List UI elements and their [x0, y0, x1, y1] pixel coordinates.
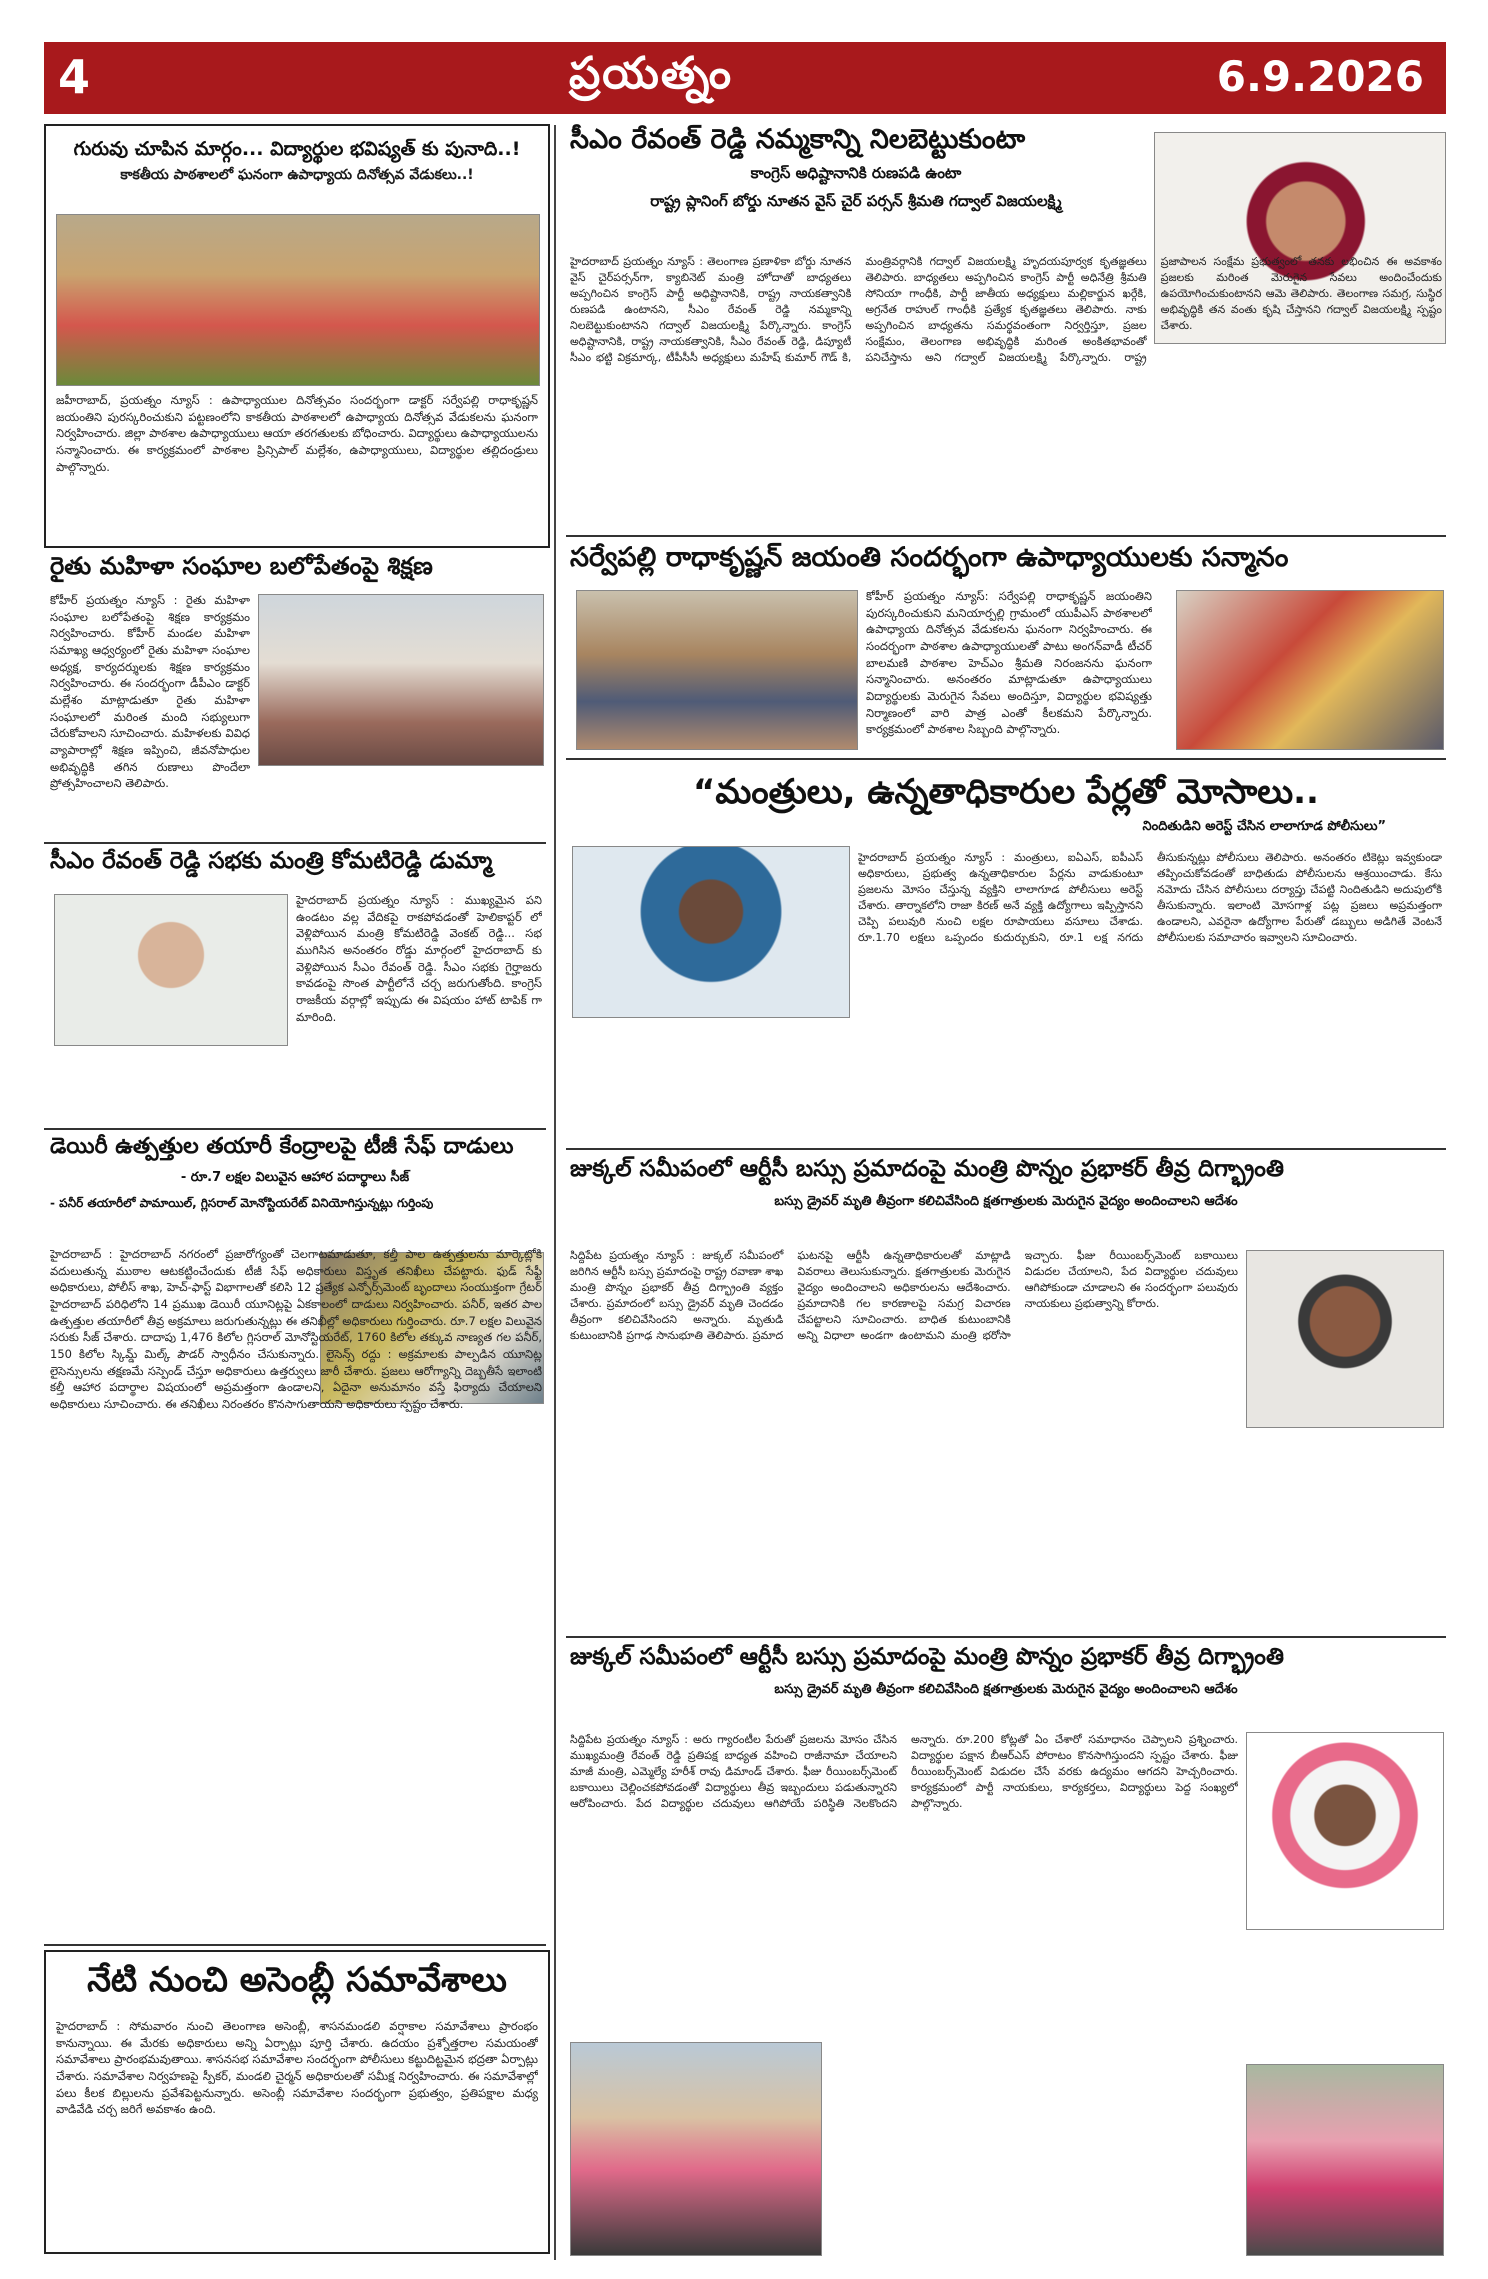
- subheadline-gratitude: కాంగ్రెస్ అధిష్టానానికి రుణపడి ఉంటా: [750, 164, 962, 183]
- school-photo: [576, 590, 858, 750]
- article-body: హైదరాబాద్ ప్రయత్నం న్యూస్ : తెలంగాణ ప్రణాళికా బోర్డు నూతన వైస్ చైర్‌పర్సన్‌గా, క్యాబినెట్ మంత్రి హోదాతో బాధ్యతలు అప్పగించిన కాంగ్రెస్ పార్టీ అధిష్టానానికి, రాష్ట్ర నాయకత్వానికి రుణపడి ఉంటానని, సీఎం రేవంత్ రెడ్డి నమ్మకాన్ని నిలబెట్టుకుంటానని గద్వాల్ విజయలక్ష్మి పేర్కొన్నారు. కాంగ్రెస్ అధిష్టానానికి, రాష్ట్ర నాయకత్వానికి, సీఎం రేవంత్ రెడ్డి, డిప్యూటీ సీఎం భట్టి విక్రమార్క, టీపీసీసీ అధ్యక్షులు మహేష్ కుమార్ గౌడ్ కి, మంత్రివర్గానికి గద్వాల్ విజయలక్ష్మి హృదయపూర్వక కృతజ్ఞతలు తెలిపారు. బాధ్యతలు అప్పగించిన కాంగ్రెస్ పార్టీ అధినేత్రి శ్రీమతి సోనియా గాంధీకి, పార్టీ జాతీయ అధ్యక్షులు మల్లికార్జున ఖర్గేకి, అగ్రనేత రాహుల్ గాంధీకి ప్రత్యేక కృతజ్ఞతలు తెలిపారు. నాకు అప్పగించిన బాధ్యతను సమర్థవంతంగా నిర్వర్తిస్తూ, ప్రజల సంక్షేమం, తెలంగాణ అభివృద్ధికి మరింత అంకితభావంతో పనిచేస్తాను అని గద్వాల్ విజయలక్ష్మి పేర్కొన్నారు. రాష్ట్ర ప్రజాపాలన సంక్షేమ ప్రభుత్వంలో తనకు లభించిన ఈ అవకాశం ప్రజలకు మరింత మెరుగైన సేవలు అందించేందుకు ఉపయోగించుకుంటానని ఆమె తెలిపారు. తెలంగాణ సమగ్ర, సుస్థిర అభివృద్ధికి తన వంతు కృషి చేస్తానని గద్వాల్ విజయలక్ష్మి స్పష్టం చేశారు.: [570, 255, 1442, 364]
- article-body: సిద్దిపేట ప్రయత్నం న్యూస్ : జుక్కల్ సమీపంలో జరిగిన ఆర్టీసీ బస్సు ప్రమాదంపై రాష్ట్ర రవాణా శాఖ మంత్రి పొన్నం ప్రభాకర్ తీవ్ర దిగ్భ్రాంతి వ్యక్తం చేశారు. ప్రమాదంలో బస్సు డ్రైవర్ మృతి చెందడం తీవ్రంగా కలిచివేసిందని అన్నారు. మృతుడి కుటుంబానికి ప్రగాఢ సానుభూతి తెలిపారు. ప్రమాద ఘటనపై ఆర్టీసీ ఉన్నతాధికారులతో మాట్లాడి వివరాలు తెలుసుకున్నారు. క్షతగాత్రులకు మెరుగైన వైద్యం అందించాలని అధికారులను ఆదేశించారు. ప్రమాదానికి గల కారణాలపై సమగ్ర విచారణ చేపట్టాలని సూచించారు. బాధిత కుటుంబానికి అన్ని విధాలా అండగా ఉంటామని మంత్రి భరోసా ఇచ్చారు. ఫీజు రీయింబర్స్‌మెంట్ బకాయిలు విడుదల చేయాలని, పేద విద్యార్థుల చదువులు ఆగిపోకుండా చూడాలని ఈ సందర్భంగా పలువురు నాయకులు ప్రభుత్వాన్ని కోరారు.: [570, 1249, 1238, 1342]
- article-body-continued: [830, 2042, 1238, 2252]
- divider: [566, 1636, 1446, 1638]
- subheadline-appointment: రాష్ట్ర ప్లానింగ్ బోర్డు నూతన వైస్ చైర్ పర్సన్ శ్రీమతి గద్వాల్ విజయలక్ష్మి: [650, 192, 1062, 211]
- article-teachers-day-kakatiya: [44, 124, 550, 548]
- group-photo: [56, 214, 540, 386]
- divider: [44, 1128, 546, 1130]
- article-teachers-felicitation: [566, 542, 1446, 754]
- divider: [566, 1148, 1446, 1150]
- issue-date: 6.9.2026: [1216, 52, 1424, 101]
- article-harish-rao-fee-reimbursement: [566, 1644, 1446, 2260]
- article-dairy-raids: [44, 1134, 546, 1946]
- article-women-farmers-training: [44, 552, 546, 842]
- article-komatireddy-absence: [44, 848, 546, 1130]
- headline: సీఎం రేవంత్ రెడ్డి నమ్మకాన్ని నిలబెట్టుకుంటా: [570, 124, 1026, 155]
- page-number: 4: [58, 50, 91, 104]
- divider: [566, 535, 1446, 537]
- column-divider: [554, 125, 556, 2260]
- article-assembly-sessions: [44, 1950, 550, 2254]
- headline: జుక్కల్ సమీపంలో ఆర్టీసీ బస్సు ప్రమాదంపై మంత్రి పొన్నం ప్రభాకర్ తీవ్ర దిగ్భ్రాంతి: [570, 1644, 1284, 1670]
- headline: నేటి నుంచి అసెంబ్లీ సమావేశాలు: [87, 1960, 507, 2000]
- article-body: జహీరాబాద్, ప్రయత్నం న్యూస్ : ఉపాధ్యాయుల దినోత్సవం సందర్భంగా డాక్టర్ సర్వేపల్లి రాధాకృష్ణన్ జయంతిని పురస్కరించుకుని పట్టణంలోని కాకతీయ పాఠశాలలో ఉపాధ్యాయ దినోత్సవ వేడుకలను ఘనంగా నిర్వహించారు. జిల్లా పాఠశాల ఉపాధ్యాయులు ఆయా తరగతులకు బోధించారు. విద్యార్థులు ఉపాధ్యాయులను సన్మానించారు. ఈ కార్యక్రమంలో పాఠశాల ప్రిన్సిపాల్ మల్లేశం, ఉపాధ్యాయులు, విద్యార్థుల తల్లిదండ్రులు పాల్గొన్నారు.: [56, 393, 538, 474]
- minister-photo: [54, 894, 288, 1046]
- divider: [44, 842, 546, 844]
- headline: జుక్కల్ సమీపంలో ఆర్టీసీ బస్సు ప్రమాదంపై మంత్రి పొన్నం ప్రభాకర్ తీవ్ర దిగ్భ్రాంతి: [570, 1156, 1284, 1182]
- article-body: హైదరాబాద్ ప్రయత్నం న్యూస్ : ముఖ్యమైన పని ఉండటం వల్ల వేదికపై రాకపోవడంతో హెలికాప్టర్ లో వెళ్లిపోయిన మంత్రి కోమటిరెడ్డి వెంకట్ రెడ్డి... సభ ముగిసిన అనంతరం రోడ్డు మార్గంలో హైదరాబాద్ కు వెళ్లిపోయిన సీఎం రేవంత్ రెడ్డి. సీఎం సభకు గైర్హాజరు కావడంపై సొంత పార్టీలోనే చర్చ జరుగుతోంది. కాంగ్రెస్ రాజకీయ వర్గాల్లో ఇప్పుడు ఈ విషయం హాట్ టాపిక్ గా మారింది.: [296, 893, 542, 1024]
- article-ponnam-bus-accident: [566, 1156, 1446, 1634]
- harish-rao-photo: [1246, 1732, 1444, 1930]
- article-vijayalakshmi: [566, 124, 1446, 534]
- subheadline: బస్సు డ్రైవర్ మృతి తీవ్రంగా కలిచివేసింది క్షతగాత్రులకు మెరుగైన వైద్యం అందించాలని ఆదేశం: [774, 1681, 1238, 1697]
- article-body: హైదరాబాద్ : సోమవారం నుంచి తెలంగాణ అసెంబ్లీ, శాసనమండలి వర్షాకాల సమావేశాలు ప్రారంభం కానున్నాయి. ఈ మేరకు అధికారులు అన్ని ఏర్పాట్లు పూర్తి చేశారు. ఉదయం ప్రశ్నోత్తరాల సమయంతో సమావేశాలు ప్రారంభమవుతాయి. శాసనసభ సమావేశాల సందర్భంగా పోలీసులు కట్టుదిట్టమైన భద్రతా ఏర్పాట్లు చేశారు. సమావేశాల నిర్వహణపై స్పీకర్, మండలి చైర్మన్ అధికారులతో సమీక్ష నిర్వహించారు. ఈ సమావేశాల్లో పలు కీలక బిల్లులను ప్రవేశపెట్టనున్నారు. అసెంబ్లీ సమావేశాల సందర్భంగా ప్రభుత్వం, ప్రతిపక్షాల మధ్య వాడివేడి చర్చ జరిగే అవకాశం ఉంది.: [56, 2019, 538, 2117]
- training-photo: [258, 594, 544, 766]
- headline: రైతు మహిళా సంఘాల బలోపేతంపై శిక్షణ: [50, 552, 433, 580]
- byline: నిందితుడిని అరెస్ట్ చేసిన లాలాగూడ పోలీసులు”: [1142, 818, 1386, 834]
- headline: గురువు చూపిన మార్గం... విద్యార్థుల భవిష్యత్ కు పునాది..!: [73, 138, 521, 160]
- article-body: కోహీర్ ప్రయత్నం న్యూస్ : రైతు మహిళా సంఘాల బలోపేతంపై శిక్షణ కార్యక్రమం నిర్వహించారు. కోహీర్ మండల మహిళా సమాఖ్య ఆధ్వర్యంలో రైతు మహిళా సంఘాల అధ్యక్ష, కార్యదర్శులకు శిక్షణ కార్యక్రమం నిర్వహించారు. ఈ సందర్భంగా డీపీఎం డాక్టర్ మల్లేశం మాట్లాడుతూ రైతు మహిళా సంఘాలలో మరింత మంది సభ్యులుగా చేరుకోవాలని సూచించారు. మహిళలకు వివిధ వ్యాపారాల్లో శిక్షణ ఇప్పించి, జీవనోపాధుల అభివృద్ధికి తగిన రుణాలు పొందేలా ప్రోత్సహించాలని తెలిపారు.: [50, 593, 250, 791]
- article-body: హైదరాబాద్ : హైదరాబాద్ నగరంలో ప్రజారోగ్యంతో చెలగాటమాడుతూ, కల్తీ పాల ఉత్పత్తులను మార్కెట్లోకి వదులుతున్న ముఠాల ఆటకట్టించేందుకు టీజీ సేఫ్ అధికారులు విస్తృత తనిఖీలు చేపట్టారు. ఫుడ్ సేఫ్టీ అధికారులు, పోలీస్ శాఖ, హెచ్-ఫాస్ట్ విభాగాలతో కలిసి 12 ప్రత్యేక ఎన్ఫోర్స్‌మెంట్ బృందాలు సంయుక్తంగా గ్రేటర్ హైదరాబాద్ పరిధిలోని 14 ప్రముఖ డెయిరీ యూనిట్లపై ఏకకాలంలో దాడులు నిర్వహించారు. పనీర్, ఇతర పాల ఉత్పత్తుల తయారీలో తీవ్ర అక్రమాలు జరుగుతున్నట్లు ఈ తనిఖీల్లో అధికారులు గుర్తించారు. రూ.7 లక్షల విలువైన సరుకు సీజ్ చేశారు. దాదాపు 1,476 కిలోల గ్లిసరాల్ మోనోస్టియరేట్, 1760 కిలోల తక్కువ నాణ్యత గల పనీర్, 150 కిలోల స్కిమ్డ్ మిల్క్ పౌడర్ స్వాధీనం చేసుకున్నారు. లైసెన్స్ రద్దు : అక్రమాలకు పాల్పడిన యూనిట్ల లైసెన్సులను తక్షణమే సస్పెండ్ చేస్తూ అధికారులు ఉత్తర్వులు జారీ చేశారు. ప్రజలు ఆరోగ్యాన్ని దెబ్బతీసే ఇలాంటి కల్తీ ఆహార పదార్థాల విషయంలో అప్రమత్తంగా ఉండాలని, ఏదైనా అనుమానం వస్తే ఫిర్యాదు చేయాలని అధికారులు సూచించారు. ఈ తనిఖీలు నిరంతరం కొనసాగుతాయని అధికారులు స్పష్టం చేశారు.: [50, 1247, 542, 1412]
- article-body: హైదరాబాద్ ప్రయత్నం న్యూస్ : మంత్రులు, ఐఏఎస్, ఐపీఎస్ అధికారులు, ప్రభుత్వ ఉన్నతాధికారుల పేర్లను వాడుకుంటూ ప్రజలను మోసం చేస్తున్న వ్యక్తిని లాలాగూడ పోలీసులు అరెస్ట్ చేశారు. తార్నాకలోని రాజా కిరణ్ అనే వ్యక్తి ఉద్యోగాలు ఇప్పిస్తానని చెప్పి పలువురి నుంచి లక్షల రూపాయలు వసూలు చేశాడు. రూ.1.70 లక్షలు ఒప్పందం కుదుర్చుకుని, రూ.1 లక్ష నగదు తీసుకున్నట్లు పోలీసులు తెలిపారు. అనంతరం టికెట్లు ఇవ్వకుండా తప్పించుకోవడంతో బాధితుడు పోలీసులను ఆశ్రయించాడు. కేసు నమోదు చేసిన పోలీసులు దర్యాప్తు చేపట్టి నిందితుడిని అదుపులోకి తీసుకున్నారు. ఇలాంటి మోసగాళ్ల పట్ల ప్రజలు అప్రమత్తంగా ఉండాలని, ఎవరైనా ఉద్యోగాల పేరుతో డబ్బులు అడిగితే వెంటనే పోలీసులకు సమాచారం ఇవ్వాలని సూచించారు.: [858, 851, 1442, 944]
- rally-photo-left: [570, 2042, 822, 2256]
- subheadline: బస్సు డ్రైవర్ మృతి తీవ్రంగా కలిచివేసింది క్షతగాత్రులకు మెరుగైన వైద్యం అందించాలని ఆదేశం: [774, 1193, 1238, 1209]
- headline: డెయిరీ ఉత్పత్తుల తయారీ కేంద్రాలపై టీజీ సేఫ్ దాడులు: [50, 1134, 514, 1159]
- accused-photo: [572, 846, 850, 1018]
- article-body: కోహీర్ ప్రయత్నం న్యూస్: సర్వేపల్లి రాధాకృష్ణన్ జయంతిని పురస్కరించుకుని మనియార్పల్లి గ్రామంలో యుపీఎస్ పాఠశాలలో ఉపాధ్యాయ దినోత్సవ వేడుకలను ఘనంగా నిర్వహించారు. ఈ సందర్భంగా పాఠశాల ఉపాధ్యాయులతో పాటు అంగన్‌వాడీ టీచర్ బాలమణి పాఠశాల హెచ్ఎం శ్రీమతి నిరంజనను ఘనంగా సన్మానించారు. అనంతరం మాట్లాడుతూ ఉపాధ్యాయులు విద్యార్థులకు మెరుగైన సేవలు అందిస్తూ, విద్యార్థుల భవిష్యత్తు నిర్మాణంలో వారి పాత్ర ఎంతో కీలకమని పేర్కొన్నారు. కార్యక్రమంలో పాఠశాల సిబ్బంది పాల్గొన్నారు.: [866, 589, 1152, 737]
- masthead: [44, 42, 1446, 114]
- divider: [44, 1944, 546, 1946]
- headline: సీఎం రేవంత్ రెడ్డి సభకు మంత్రి కోమటిరెడ్డి డుమ్మా: [50, 848, 493, 874]
- subheadline-adulteration: - పనీర్ తయారీలో పామాయిల్, గ్లిసరాల్ మోనోస్టియరేట్ వినియోగిస్తున్నట్లు గుర్తింపు: [50, 1196, 434, 1211]
- subheadline: కాకతీయ పాఠశాలలో ఘనంగా ఉపాధ్యాయ దినోత్సవ వేడుకలు..!: [120, 166, 474, 183]
- divider: [566, 758, 1446, 760]
- subheadline-seizure: - రూ.7 లక్షల విలువైన ఆహార పదార్థాలు సీజ్: [180, 1170, 410, 1186]
- article-body: సిద్దిపేట ప్రయత్నం న్యూస్ : అరు గ్యారంటీల పేరుతో ప్రజలను మోసం చేసిన ముఖ్యమంత్రి రేవంత్ రెడ్డి ప్రతిపక్ష బాధ్యత వహించి రాజీనామా చేయాలని మాజీ మంత్రి, ఎమ్మెల్యే హరీశ్ రావు డిమాండ్ చేశారు. ఫీజు రీయింబర్స్‌మెంట్ బకాయిలు చెల్లించకపోవడంతో విద్యార్థులు తీవ్ర ఇబ్బందులు పడుతున్నారని ఆరోపించారు. పేద విద్యార్థుల చదువులు ఆగిపోయే పరిస్థితి నెలకొందని అన్నారు. రూ.200 కోట్లతో ఏం చేశారో సమాధానం చెప్పాలని ప్రశ్నించారు. విద్యార్థుల పక్షాన బీఆర్ఎస్ పోరాటం కొనసాగిస్తుందని స్పష్టం చేశారు. ఫీజు రీయింబర్స్‌మెంట్ విడుదల చేసే వరకు ఉద్యమం ఆగదని హెచ్చరించారు. కార్యక్రమంలో పార్టీ నాయకులు, కార్యకర్తలు, విద్యార్థులు పెద్ద సంఖ్యలో పాల్గొన్నారు.: [570, 1733, 1238, 1810]
- headline: సర్వేపల్లి రాధాకృష్ణన్ జయంతి సందర్భంగా ఉపాధ్యాయులకు సన్మానం: [570, 542, 1289, 573]
- newspaper-name: ప్రయత్నం: [569, 48, 734, 99]
- rally-photo-right: [1246, 2064, 1444, 2256]
- ponnam-photo: [1246, 1250, 1444, 1428]
- headline: “మంత్రులు, ఉన్నతాధికారుల పేర్లతో మోసాలు..: [693, 772, 1319, 812]
- felicitation-photo: [1176, 590, 1444, 750]
- article-impersonation-fraud: [566, 766, 1446, 1146]
